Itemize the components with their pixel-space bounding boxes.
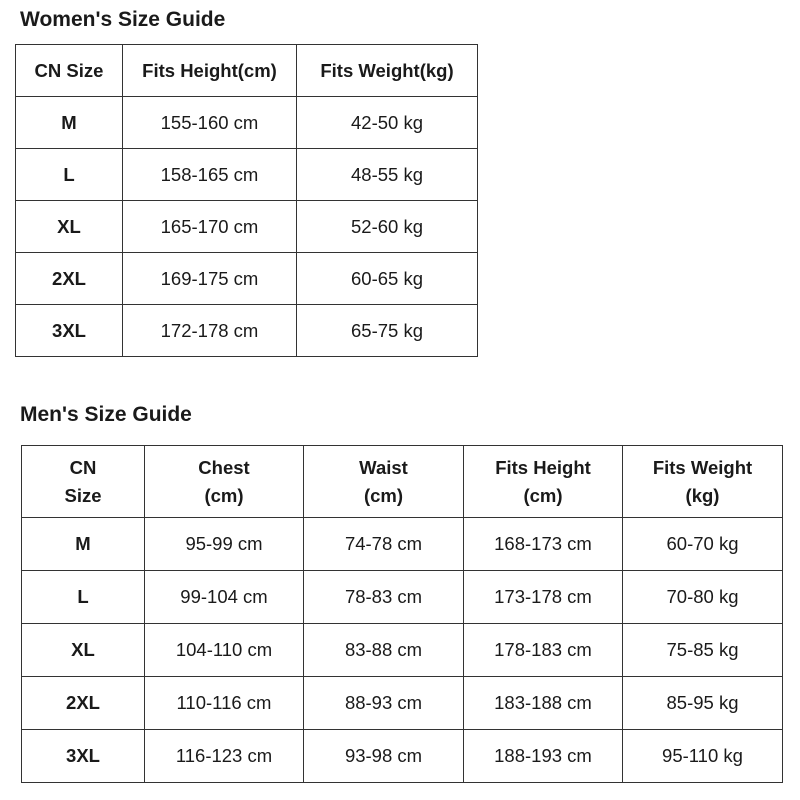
table-row xyxy=(22,677,783,730)
weight-cell: 75-85 kg xyxy=(623,624,783,677)
table-row xyxy=(22,730,783,783)
men-header-row xyxy=(22,446,783,518)
chest-cell: 104-110 cm xyxy=(145,624,304,677)
height-cell: 178-183 cm xyxy=(464,624,623,677)
header-fits-height: Fits Height(cm) xyxy=(123,45,297,97)
women-header-row xyxy=(16,45,478,97)
waist-cell: 83-88 cm xyxy=(304,624,464,677)
waist-cell: 78-83 cm xyxy=(304,571,464,624)
table-row xyxy=(16,201,478,253)
header-waist xyxy=(304,446,464,518)
height-cell: 172-178 cm xyxy=(123,305,297,357)
header-line: (cm) xyxy=(363,484,404,506)
header-cn-size: CN Size xyxy=(16,45,123,97)
size-cell: L xyxy=(16,149,123,201)
weight-cell: 85-95 kg xyxy=(623,677,783,730)
table-row xyxy=(22,571,783,624)
size-cell: 2XL xyxy=(22,677,145,730)
weight-cell: 48-55 kg xyxy=(297,149,478,201)
men-size-table xyxy=(21,445,783,783)
header-line: Size xyxy=(64,484,102,506)
header-line: (kg) xyxy=(685,484,720,506)
header-fits-weight: Fits Weight(kg) xyxy=(297,45,478,97)
height-cell: 183-188 cm xyxy=(464,677,623,730)
waist-cell: 88-93 cm xyxy=(304,677,464,730)
size-cell: 3XL xyxy=(16,305,123,357)
weight-cell: 42-50 kg xyxy=(297,97,478,149)
chest-cell: 99-104 cm xyxy=(145,571,304,624)
weight-cell: 65-75 kg xyxy=(297,305,478,357)
height-cell: 158-165 cm xyxy=(123,149,297,201)
header-line: (cm) xyxy=(204,484,244,506)
women-size-guide-title: Women's Size Guide xyxy=(20,8,226,31)
height-cell: 168-173 cm xyxy=(464,518,623,571)
size-cell: M xyxy=(22,518,145,571)
height-cell: 173-178 cm xyxy=(464,571,623,624)
size-cell: XL xyxy=(22,624,145,677)
weight-cell: 60-65 kg xyxy=(297,253,478,305)
table-row xyxy=(22,518,783,571)
size-cell: XL xyxy=(16,201,123,253)
header-line: Chest xyxy=(198,456,250,478)
weight-cell: 70-80 kg xyxy=(623,571,783,624)
height-cell: 169-175 cm xyxy=(123,253,297,305)
size-cell: L xyxy=(22,571,145,624)
size-cell: 2XL xyxy=(16,253,123,305)
chest-cell: 116-123 cm xyxy=(145,730,304,783)
weight-cell: 60-70 kg xyxy=(623,518,783,571)
header-line: Waist xyxy=(359,456,408,478)
header-fits-height xyxy=(464,446,623,518)
height-cell: 188-193 cm xyxy=(464,730,623,783)
header-cn-size xyxy=(22,446,145,518)
size-cell: 3XL xyxy=(22,730,145,783)
men-size-guide-title: Men's Size Guide xyxy=(20,403,192,426)
header-line: (cm) xyxy=(523,484,563,506)
waist-cell: 74-78 cm xyxy=(304,518,464,571)
weight-cell: 52-60 kg xyxy=(297,201,478,253)
header-line: Fits Weight xyxy=(652,456,753,478)
chest-cell: 110-116 cm xyxy=(145,677,304,730)
header-line: CN xyxy=(69,456,97,478)
table-row xyxy=(16,97,478,149)
table-row xyxy=(22,624,783,677)
size-cell: M xyxy=(16,97,123,149)
header-line: Fits Height xyxy=(495,456,591,478)
chest-cell: 95-99 cm xyxy=(145,518,304,571)
table-row xyxy=(16,149,478,201)
header-fits-weight xyxy=(623,446,783,518)
table-row xyxy=(16,253,478,305)
height-cell: 165-170 cm xyxy=(123,201,297,253)
women-size-table xyxy=(15,44,478,357)
header-chest xyxy=(145,446,304,518)
height-cell: 155-160 cm xyxy=(123,97,297,149)
waist-cell: 93-98 cm xyxy=(304,730,464,783)
table-row xyxy=(16,305,478,357)
weight-cell: 95-110 kg xyxy=(623,730,783,783)
